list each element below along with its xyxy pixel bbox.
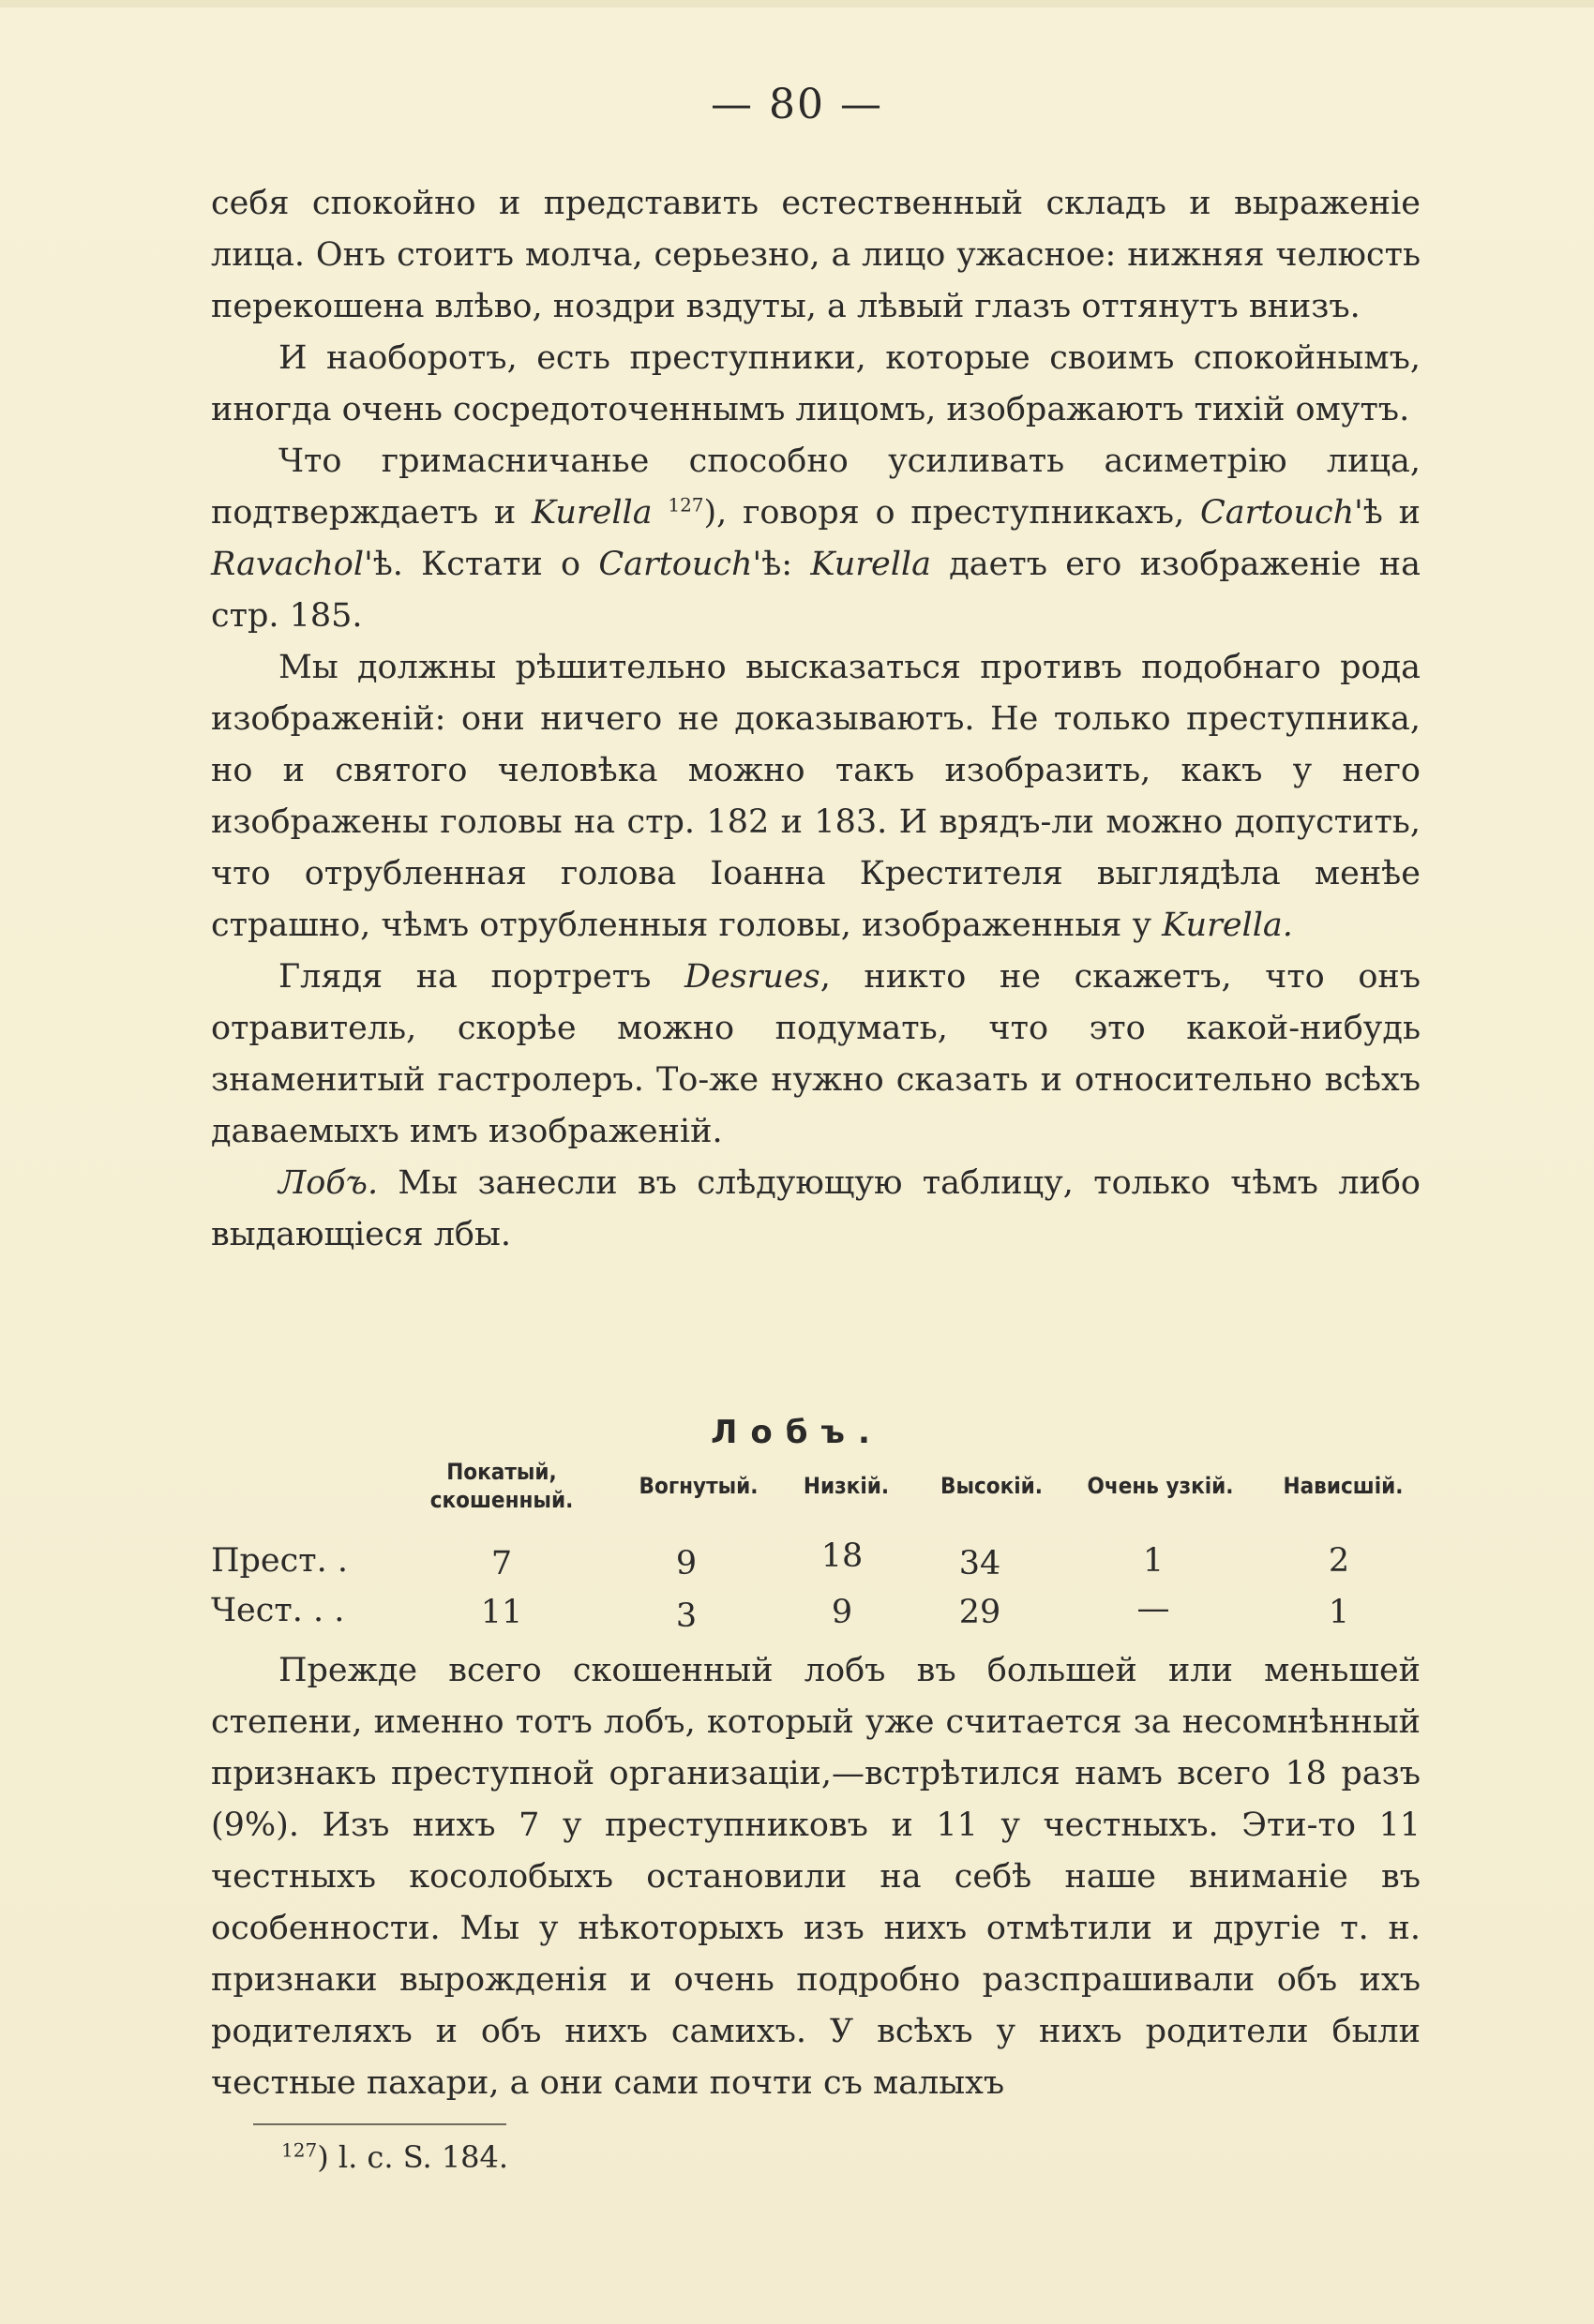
paragraph-3 <box>211 436 1421 642</box>
paragraph-1 <box>211 178 1421 333</box>
table-cell: 29 <box>958 1594 1001 1631</box>
paragraph-text: И наоборотъ, есть преступники, которые своимъ спокойнымъ, иногда очень сосредоточеннымъ лицомъ, изображаютъ тихій омутъ. <box>211 339 1421 428</box>
paragraph-7: Прежде всего скошенный лобъ въ большей или меньшей степени, именно тотъ лобъ, который уже считается за несомнѣнный признакъ преступной организаціи,—встрѣтился намъ всего 18 разъ (9%). Изъ нихъ 7 у преступниковъ и 11 у честныхъ. Эти-то 11 честныхъ косолобыхъ остановили на себѣ наше вниманіе въ особенности. Мы у нѣкоторыхъ изъ нихъ отмѣтили и другіе т. н. признаки вырожденія и очень подробно разспрашивали объ ихъ родителяхъ и объ нихъ самихъ. У всѣхъ у нихъ родители были честные пахари, а они сами почти съ малыхъ <box>211 1652 1421 2102</box>
person-name: Ravachol' <box>211 546 373 583</box>
paragraph-text: Мы занесли въ слѣдующую таблицу, только чѣмъ либо выдающіеся лбы. <box>211 1164 1421 1253</box>
page-number: — 80 — <box>711 81 883 128</box>
table-title: Лобъ. <box>711 1414 883 1451</box>
row-label: Чест. . . <box>211 1592 345 1629</box>
section-heading: Лобъ. <box>278 1164 379 1202</box>
column-header: Очень узкій. <box>1087 1473 1234 1499</box>
footnote-text: ) l. c. S. 184. <box>317 2139 509 2175</box>
footnote-ref: 127 <box>668 493 704 517</box>
paragraph-2 <box>211 333 1421 436</box>
person-name: Desrues <box>684 958 820 996</box>
top-edge <box>0 0 1594 7</box>
row-label: Прест. . <box>211 1542 348 1580</box>
column-header: Покатый, скошенный. <box>429 1459 574 1513</box>
table-cell: 3 <box>675 1597 698 1635</box>
paragraph-4 <box>211 642 1421 952</box>
person-name: Cartouch' <box>598 546 762 583</box>
table-cell: 9 <box>675 1545 698 1582</box>
column-header: Вогнутый. <box>639 1473 759 1499</box>
paragraph-text: Что гримасничанье способно усиливать асиметрію лица, подтверждаетъ и <box>211 442 1421 532</box>
paragraph-text: ѣ и <box>1362 494 1421 532</box>
paragraph-text: Глядя на портретъ <box>278 958 684 996</box>
body-text-top <box>211 178 1421 1261</box>
table-cell: 2 <box>1328 1542 1350 1580</box>
author-name: Kurella <box>531 494 653 532</box>
paragraph-6 <box>211 1158 1421 1261</box>
paragraph-text: , никто не скажетъ, что онъ отравитель, скорѣе можно подумать, что это какой-нибудь знаменитый гастролеръ. То-же нужно сказать и относительно всѣхъ даваемыхъ имъ изображеній. <box>211 958 1421 1150</box>
paragraph-5 <box>211 952 1421 1158</box>
paragraph-text: себя спокойно и представить естественный складъ и выраженіе лица. Онъ стоитъ молча, серьезно, а лицо ужасное: нижняя челюсть перекошена влѣво, ноздри вздуты, а лѣвый глазъ оттянутъ внизъ. <box>211 185 1421 325</box>
table-cell: 34 <box>958 1545 1001 1582</box>
paragraph-text: ѣ: <box>761 546 811 583</box>
table-cell: 18 <box>820 1537 864 1575</box>
person-name: Cartouch' <box>1199 494 1363 532</box>
table-cell: 1 <box>1142 1542 1165 1580</box>
paragraph-text: ѣ. Кстати о <box>372 546 599 583</box>
table-cell: 1 <box>1328 1594 1350 1631</box>
author-name: Kurella <box>810 546 931 583</box>
column-header: Высокій. <box>940 1473 1043 1499</box>
column-header: Низкій. <box>803 1473 890 1499</box>
table-cell: 7 <box>490 1545 513 1582</box>
column-header: Нависшій. <box>1283 1473 1404 1499</box>
footnote <box>281 2139 508 2175</box>
footnote-mark: 127 <box>281 2138 318 2162</box>
author-name: Kurella. <box>1162 907 1293 944</box>
paragraph-text: даетъ его изображеніе на стр. 185. <box>211 546 1421 635</box>
table-cell: — <box>1136 1590 1170 1627</box>
paragraph-text: Мы должны рѣшительно высказаться противъ подобнаго рода изображеній: они ничего не доказываютъ. Не только преступника, но и святого человѣка можно такъ изобразить, какъ у него изображены головы на стр. 182 и 183. И врядъ-ли можно допустить, что отрубленная голова Іоанна Крестителя выглядѣла менѣе страшно, чѣмъ отрубленныя головы, изображенныя у <box>211 649 1421 944</box>
body-text-bottom <box>211 1645 1421 2109</box>
table-cell: 11 <box>480 1594 523 1631</box>
paragraph-text: ), говоря о преступникахъ, <box>703 494 1200 532</box>
footnote-rule <box>253 2123 506 2125</box>
table-cell: 9 <box>831 1594 853 1631</box>
